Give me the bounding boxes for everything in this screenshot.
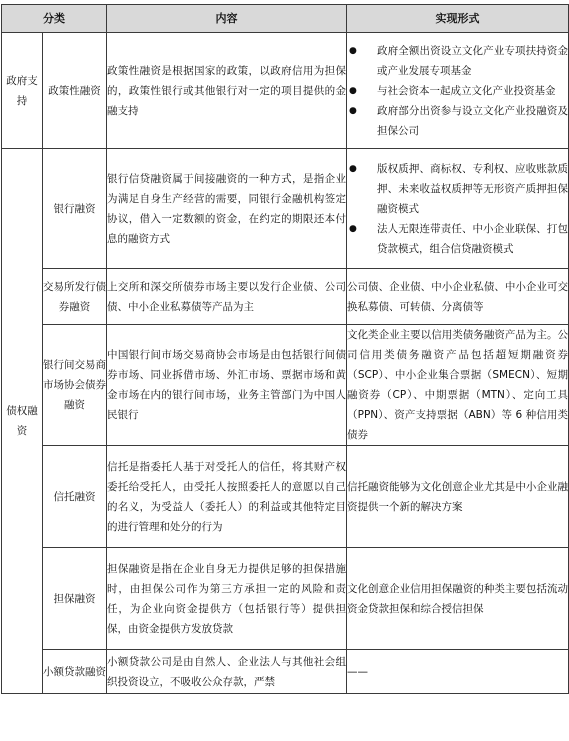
financing-table [1, 4, 569, 694]
form-cell: —— [347, 650, 569, 694]
subcategory-bank-financing: 银行融资 [43, 149, 107, 269]
subcategory-trust-financing: 信托融资 [43, 446, 107, 548]
list-item: ● 与社会资本一起成立文化产业投资基金 [347, 81, 568, 101]
content-cell: 银行信贷融资属于间接融资的一种方式，是指企业为满足自身生产经营的需要，同银行金融机构签定协议，借入一定数额的资金，在约定的期限还本付息的融资方式 [107, 149, 347, 269]
bullet-list [347, 41, 568, 141]
content-cell: 政策性融资是根据国家的政策，以政府信用为担保的，政策性银行或其他银行对一定的项目提供的金融支持 [107, 33, 347, 149]
table-row [2, 650, 569, 694]
table-row [2, 325, 569, 446]
form-cell: 信托融资能够为文化创意企业尤其是中小企业融资提供一个新的解决方案 [347, 446, 569, 548]
table-row [2, 33, 569, 149]
list-item: ● 政府部分出资参与设立文化产业投融资及担保公司 [347, 101, 568, 141]
table-row [2, 548, 569, 650]
form-cell: 文化创意企业信用担保融资的种类主要包括流动资金贷款担保和综合授信担保 [347, 548, 569, 650]
category-gov-support: 政府支持 [2, 33, 43, 149]
table-row [2, 446, 569, 548]
category-debt-financing: 债权融资 [2, 149, 43, 694]
subcategory-interbank-bonds: 银行间交易商市场协会债券融资 [43, 325, 107, 446]
table-row [2, 269, 569, 325]
subcategory-policy-financing: 政策性融资 [43, 33, 107, 149]
content-cell: 小额贷款公司是由自然人、企业法人与其他社会组织投资设立，不吸收公众存款，严禁 [107, 650, 347, 694]
content-cell: 中国银行间市场交易商协会市场是由包括银行间债券市场、同业拆借市场、外汇市场、票据市场和黄金市场在内的银行间市场，业务主管部门为中国人民银行 [107, 325, 347, 446]
content-cell: 上交所和深交所债券市场主要以发行企业债、公司债、中小企业私募债等产品为主 [107, 269, 347, 325]
header-form: 实现形式 [347, 5, 569, 33]
list-item: ● 政府全额出资设立文化产业专项扶持资金或产业发展专项基金 [347, 41, 568, 81]
form-cell: 文化类企业主要以信用类债务融资产品为主。公司信用类债务融资产品包括超短期融资券（SCP）、中小企业集合票据（SMECN）、短期融资券（CP）、中期票据（MTN）、定向工具（PPN）、资产支持票据（ABN）等 6 种信用类债券 [347, 325, 569, 446]
table-header-row [2, 5, 569, 33]
list-item: ● 法人无限连带责任、中小企业联保、打包贷款模式，组合信贷融资模式 [347, 219, 568, 259]
subcategory-microloan-financing: 小额贷款融资 [43, 650, 107, 694]
header-content: 内容 [107, 5, 347, 33]
table-row [2, 149, 569, 269]
subcategory-guarantee-financing: 担保融资 [43, 548, 107, 650]
form-cell [347, 33, 569, 149]
form-cell [347, 149, 569, 269]
subcategory-exchange-bonds: 交易所发行债券融资 [43, 269, 107, 325]
content-cell: 信托是指委托人基于对受托人的信任，将其财产权委托给受托人，由受托人按照委托人的意愿以自己的名义，为受益人（委托人）的利益或其他特定目的进行管理和处分的行为 [107, 446, 347, 548]
content-cell: 担保融资是指在企业自身无力提供足够的担保措施时，由担保公司作为第三方承担一定的风险和责任，为企业向资金提供方（包括银行等）提供担保，由资金提供方发放贷款 [107, 548, 347, 650]
list-item: ● 版权质押、商标权、专利权、应收账款质押、未来收益权质押等无形资产质押担保融资模式 [347, 159, 568, 219]
form-cell: 公司债、企业债、中小企业私债、中小企业可交换私募债、可转债、分离债等 [347, 269, 569, 325]
bullet-list [347, 159, 568, 259]
header-category: 分类 [2, 5, 107, 33]
